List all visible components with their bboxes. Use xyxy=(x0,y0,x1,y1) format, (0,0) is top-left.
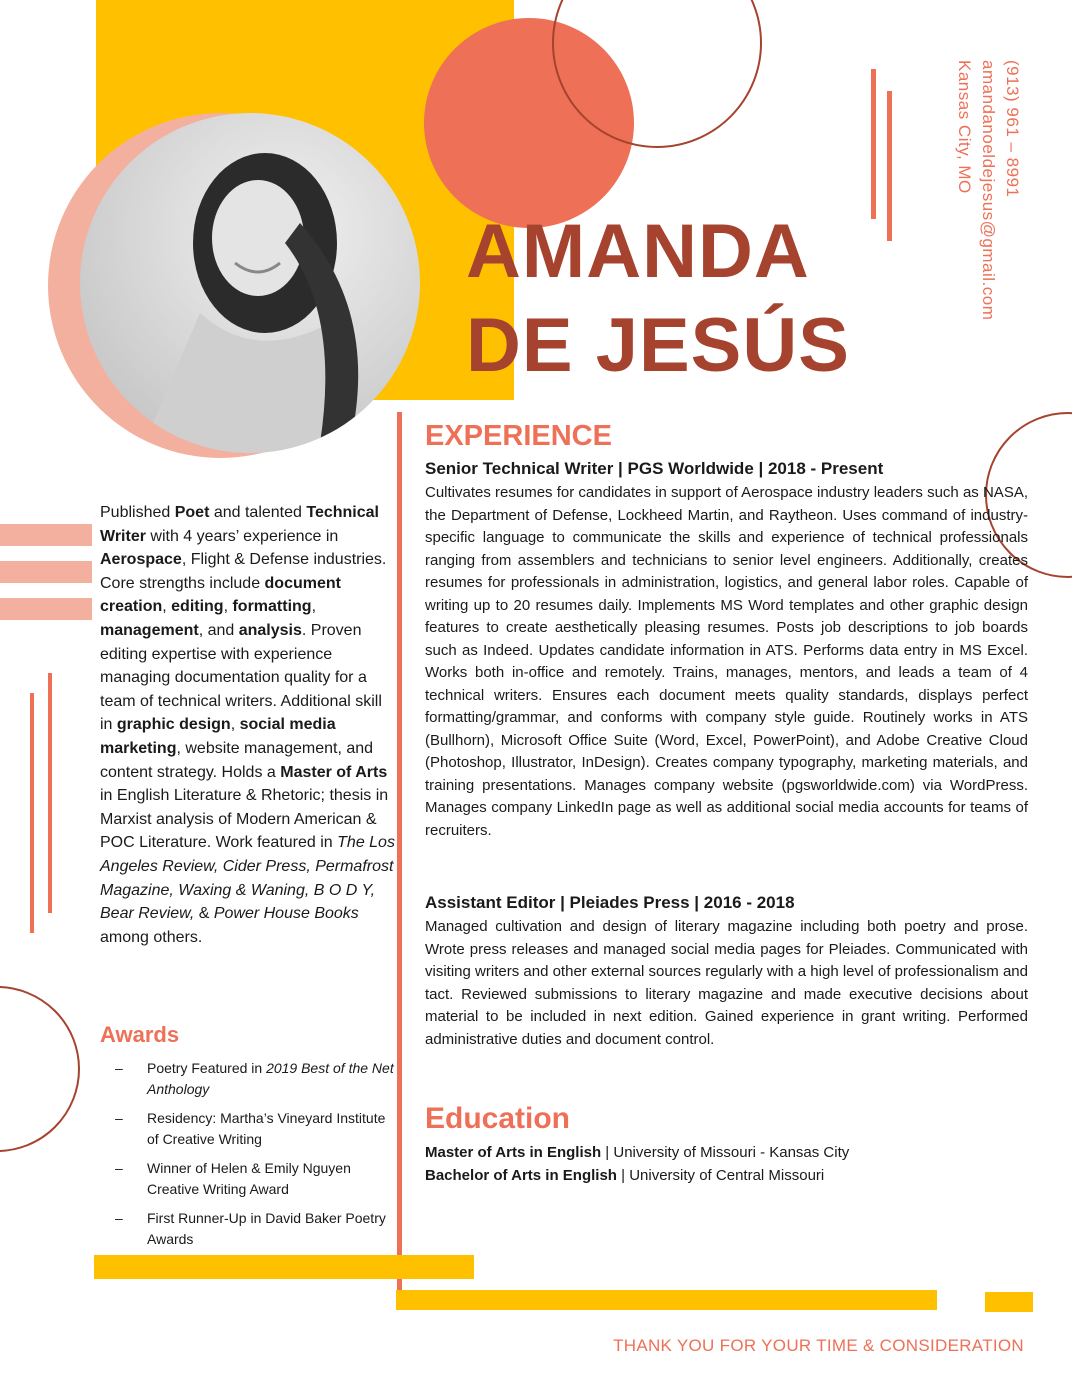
summary-highlight: document creation xyxy=(100,574,341,616)
award-item xyxy=(115,1158,400,1200)
awards-heading: Awards xyxy=(100,1022,180,1047)
contact-location: Kansas City, MO xyxy=(955,60,974,194)
salmon-stripe xyxy=(0,524,92,546)
summary-segment: in English Literature & Rhetoric; thesis in Marxist analysis of Modern American & POC Literature. Work featured in xyxy=(100,787,389,852)
portrait-photo-icon xyxy=(80,113,420,453)
job-title: Assistant Editor | Pleiades Press | 2016 - 2018 xyxy=(425,893,795,912)
summary-segment: , Flight & Defense industries. Core strengths include xyxy=(100,551,387,592)
summary-segment: , and xyxy=(198,621,239,639)
summary-segment: , website management, and content strategy. Holds a xyxy=(100,739,374,781)
award-text: 2019 Best of the Net Anthology xyxy=(147,1060,394,1097)
awards-list xyxy=(115,1058,400,1258)
award-text: First Runner-Up in David Baker Poetry Awards xyxy=(147,1210,386,1247)
summary-highlight: Technical Writer xyxy=(100,504,379,545)
summary-text xyxy=(100,501,395,949)
summary-segment: , xyxy=(223,598,233,616)
award-dash: – xyxy=(115,1110,123,1126)
contact-email[interactable]: amandanoeldejesus@gmail.com xyxy=(979,60,998,321)
yellow-bar xyxy=(94,1255,474,1279)
education-heading: Education xyxy=(425,1102,571,1135)
summary-segment: among others. xyxy=(100,928,203,946)
education-separator: | xyxy=(601,1144,614,1161)
summary-segment: Published xyxy=(100,504,175,521)
yellow-bar xyxy=(396,1290,937,1310)
experience-heading: EXPERIENCE xyxy=(425,420,612,452)
award-item xyxy=(115,1208,400,1250)
summary-publication: The Los Angeles Review, Cider Press, Permafrost Magazine, Waxing & Waning, B O D Y, Bear Review, xyxy=(100,834,395,923)
education-separator: | xyxy=(616,1167,630,1184)
award-dash: – xyxy=(115,1060,123,1076)
summary-publication: Power House Books xyxy=(213,905,359,923)
summary-highlight: formatting xyxy=(232,598,312,616)
summary-segment: , xyxy=(311,598,317,616)
award-dash: – xyxy=(115,1210,123,1226)
summary-highlight: Master of Arts xyxy=(280,763,388,781)
accent-line xyxy=(887,91,892,241)
summary-segment: , xyxy=(230,716,240,734)
summary-highlight: graphic design xyxy=(116,716,231,734)
salmon-stripe xyxy=(0,561,92,583)
footer-thank-you: THANK YOU FOR YOUR TIME & CONSIDERATION xyxy=(613,1336,1024,1355)
education-school: University of Missouri - Kansas City xyxy=(613,1144,850,1161)
accent-line xyxy=(30,693,34,933)
summary-segment: . Proven editing expertise with experience managing documentation quality for a team of technical writers. Additional skill in xyxy=(100,621,382,734)
summary-segment: , xyxy=(162,598,172,616)
education-list xyxy=(425,1141,1028,1187)
contact-phone[interactable]: (913) 961 – 8991 xyxy=(1003,60,1022,198)
award-dash: – xyxy=(115,1160,123,1176)
award-item xyxy=(115,1058,400,1100)
education-degree: Master of Arts in English xyxy=(425,1144,602,1161)
summary-segment: and talented xyxy=(209,504,307,521)
yellow-bar xyxy=(985,1292,1033,1312)
job-title: Senior Technical Writer | PGS Worldwide | 2018 - Present xyxy=(425,459,884,478)
summary-segment: with 4 years’ experience in xyxy=(145,527,339,545)
education-item xyxy=(425,1164,1028,1187)
job-description: Cultivates resumes for candidates in support of Aerospace industry leaders such as NASA, the Department of Defense, Lockheed Martin, and Raytheon. Uses command of industry-specific language to communicate the skills and experience of technical professionals ranging from assemblers and technicians to senior level engineers. Additionally, creates resumes for professionals in administration, logistics, and general labor roles. Capable of writing up to 20 resumes daily. Implements MS Word templates and other graphic design features to create aesthetically pleasing resumes. Posts job descriptions to job boards such as Indeed. Updates candidate information in ATS. Performs data entry in MS Excel. Works both in-office and remotely. Trains, manages, mentors, and leads a team of 4 technical writers. Ensures each document meets quality standards, displays perfect formatting/grammar, and conforms with company style guide. Routinely works in ATS (Bullhorn), Microsoft Office Suite (Word, Excel, PowerPoint), and Adobe Creative Cloud (Photoshop, Illustrator, InDesign). Creates company typography, marketing materials, and training presentations. Manages company website (pgsworldwide.com) via WordPress. Manages company LinkedIn page as well as additional social media accounts for teams of recruiters. xyxy=(425,484,1028,839)
education-school: University of Central Missouri xyxy=(629,1167,825,1184)
outline-circle-left xyxy=(0,986,80,1152)
summary-highlight: management xyxy=(100,621,199,639)
profile-photo xyxy=(80,113,420,453)
award-text: Poetry Featured in xyxy=(147,1060,267,1076)
education-degree: Bachelor of Arts in English xyxy=(425,1167,617,1184)
award-text: Winner of Helen & Emily Nguyen Creative Writing Award xyxy=(147,1160,351,1197)
summary-highlight: Poet xyxy=(174,504,210,521)
contact-block xyxy=(950,60,1030,360)
name-line-2: DE JESÚS xyxy=(466,303,850,388)
job-description: Managed cultivation and design of literary magazine including both poetry and prose. Wrote press releases and managed social media pages for Pleiades. Communicated with visiting writers and other external sources regularly with a high level of professionalism and tact. Reviewed submissions to literary magazine and made executive decisions about material to be included in next edition. Gained experience in grant writing. Performed administrative duties and document control. xyxy=(425,918,1028,1048)
name-line-1: AMANDA xyxy=(466,209,810,294)
summary-highlight: Aerospace xyxy=(100,551,182,569)
summary-highlight: analysis xyxy=(238,621,302,639)
summary-highlight: editing xyxy=(171,598,224,616)
job-entry xyxy=(425,893,1028,1051)
award-item xyxy=(115,1108,400,1150)
accent-line xyxy=(871,69,876,219)
summary-segment: & xyxy=(194,905,214,923)
education-item xyxy=(425,1141,1028,1164)
job-entry xyxy=(425,459,1028,842)
award-text: Residency: Martha’s Vineyard Institute of Creative Writing xyxy=(147,1110,386,1147)
accent-line xyxy=(48,673,52,913)
salmon-stripe xyxy=(0,598,92,620)
summary-highlight: social media marketing xyxy=(100,716,336,757)
